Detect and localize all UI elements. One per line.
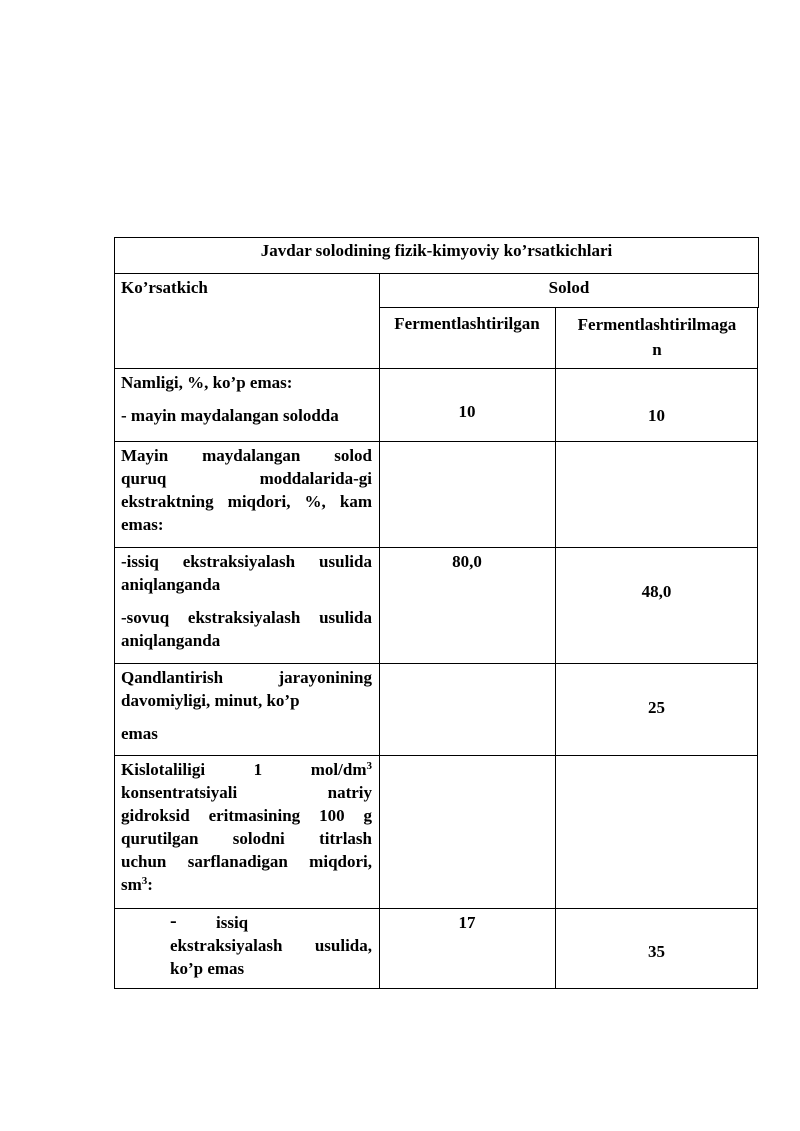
table-col-rule bbox=[379, 273, 380, 989]
header-unfermented-line1: Fermentlashtirilmaga bbox=[577, 315, 737, 334]
row1-value-unfermented: 10 bbox=[648, 406, 665, 425]
header-indicator: Ko’rsatkich bbox=[121, 278, 208, 297]
row3-label-line: -issiq ekstraksiyalash usulida bbox=[121, 552, 372, 571]
row5-label-part: : bbox=[147, 875, 153, 894]
table-border-right bbox=[757, 307, 758, 989]
row3-label-line: -sovuq ekstraksiyalash usulida bbox=[121, 608, 372, 627]
table-rule bbox=[114, 273, 759, 274]
table-rule bbox=[114, 755, 758, 756]
row6-value-unfermented: 35 bbox=[648, 942, 665, 961]
table-border-bottom bbox=[114, 988, 758, 989]
row6-bullet: - bbox=[170, 910, 177, 932]
table-rule bbox=[114, 441, 758, 442]
row1-label-sub: - mayin maydalangan solodda bbox=[121, 406, 339, 425]
row6-label-line1: issiq bbox=[216, 913, 249, 932]
table-border-left bbox=[114, 237, 115, 989]
row5-label-sup: 3 bbox=[141, 875, 148, 887]
row4-label-line: Qandlantirish jarayonining bbox=[121, 668, 372, 687]
row5-label-line: konsentratsiyali natriy bbox=[121, 783, 372, 802]
row6-value-fermented: 17 bbox=[458, 913, 476, 932]
row4-label bbox=[121, 666, 372, 745]
row2-label-line: quruq moddalarida-gi bbox=[121, 469, 372, 488]
table-rule bbox=[114, 547, 758, 548]
row6-label-line: ekstraksiyalash usulida, bbox=[170, 936, 372, 955]
row2-label-line: Mayin maydalangan solod bbox=[121, 446, 372, 465]
row5-label-sup: 3 bbox=[366, 760, 372, 772]
row5-label-line: uchun sarflanadigan miqdori, bbox=[121, 852, 372, 871]
row5-label-line: qurutilgan solodni titrlash bbox=[121, 829, 372, 848]
row1-value-fermented: 10 bbox=[458, 402, 476, 421]
row5-label-part: Kislotaliligi 1 mol/dm bbox=[121, 760, 367, 779]
header-unfermented bbox=[557, 312, 757, 362]
table-rule bbox=[379, 307, 759, 308]
table-border-top bbox=[114, 237, 759, 238]
row3-label bbox=[121, 550, 372, 652]
row3-value-fermented: 80,0 bbox=[452, 552, 482, 571]
header-fermented: Fermentlashtirilgan bbox=[394, 314, 540, 333]
header-unfermented-line2: n bbox=[652, 340, 662, 359]
table-rule bbox=[114, 663, 758, 664]
row6-label bbox=[170, 934, 372, 980]
row3-value-unfermented: 48,0 bbox=[641, 582, 672, 601]
row6-label-line: ko’p emas bbox=[170, 959, 245, 978]
row5-label-line bbox=[121, 873, 372, 896]
header-solod: Solod bbox=[548, 278, 590, 297]
row3-label-line: aniqlanganda bbox=[121, 631, 221, 650]
row2-label-line: ekstraktning miqdori, %, kam bbox=[121, 492, 372, 511]
row1-label bbox=[121, 371, 372, 427]
row5-label bbox=[121, 758, 372, 896]
row1-label-title: Namligi, %, ko’p emas: bbox=[121, 373, 293, 392]
row2-label bbox=[121, 444, 372, 536]
table-rule bbox=[114, 368, 758, 369]
row5-label-line: gidroksid eritmasining 100 g bbox=[121, 806, 372, 825]
row5-label-line bbox=[121, 758, 372, 781]
row3-label-line: aniqlanganda bbox=[121, 575, 221, 594]
table-rule bbox=[114, 908, 758, 909]
row4-label-line: emas bbox=[121, 724, 158, 743]
row4-value-unfermented: 25 bbox=[648, 698, 665, 717]
row5-label-part: sm bbox=[121, 875, 142, 894]
table-title: Javdar solodining fizik-kimyoviy ko’rsatkichlari bbox=[260, 241, 613, 260]
row4-label-line: davomiyligi, minut, ko’p bbox=[121, 691, 300, 710]
row2-label-line: emas: bbox=[121, 515, 164, 534]
